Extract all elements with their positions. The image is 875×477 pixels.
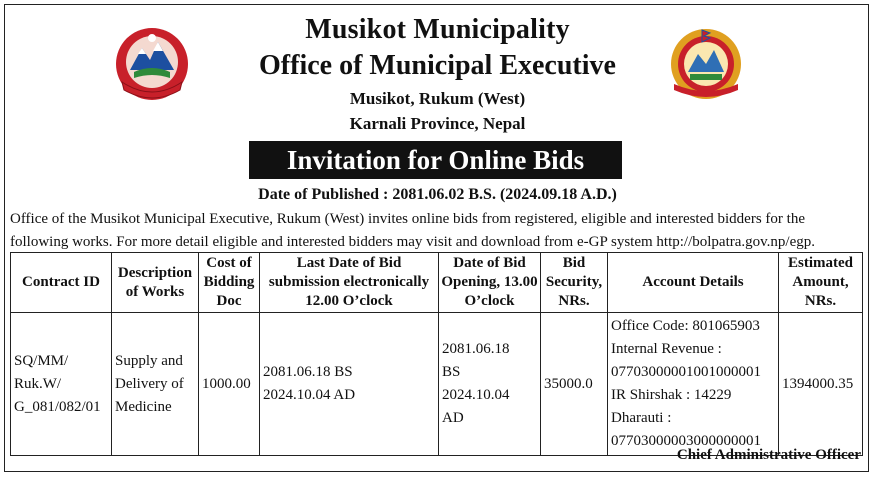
header-opening: Date of Bid Opening, 13.00 O’clock [439, 253, 541, 313]
table-row [11, 313, 863, 456]
office-name: Office of Municipal Executive [259, 50, 616, 81]
header-cost: Cost of Bidding Doc [199, 253, 260, 313]
header-account: Account Details [608, 253, 779, 313]
bids-table [10, 252, 863, 456]
published-date: Date of Published : 2081.06.02 B.S. (2024.09.18 A.D.) [258, 186, 617, 203]
cell-cost: 1000.00 [199, 313, 260, 456]
table-header-row [11, 253, 863, 313]
header-estimate: Estimated Amount, NRs. [779, 253, 863, 313]
header-description: Description of Works [112, 253, 199, 313]
cell-account: Office Code: 801065903 Internal Revenue : 07703000001001000001 IR Shirshak : 14229 Dharauti : 07703000003000000001 [608, 313, 779, 456]
header-contract-id: Contract ID [11, 253, 112, 313]
cell-contract-id: SQ/MM/ Ruk.W/ G_081/082/01 [11, 313, 112, 456]
cell-last-date: 2081.06.18 BS 2024.10.04 AD [260, 313, 439, 456]
cell-security: 35000.0 [541, 313, 608, 456]
notice-title-banner: Invitation for Online Bids [249, 141, 622, 179]
cell-description: Supply and Delivery of Medicine [112, 313, 199, 456]
cell-estimate: 1394000.35 [779, 313, 863, 456]
org-name: Musikot Municipality [305, 14, 570, 45]
header-security: Bid Security, NRs. [541, 253, 608, 313]
address-line-1: Musikot, Rukum (West) [349, 89, 526, 108]
cell-opening: 2081.06.18 BS 2024.10.04 AD [439, 313, 541, 456]
intro-line-1: Office of the Musikot Municipal Executive, Rukum (West) invites online bids from registered, eligible and interested bidders for the [10, 211, 805, 227]
intro-paragraph [10, 208, 866, 254]
header-last-date: Last Date of Bid submission electronically 12.00 O’clock [260, 253, 439, 313]
address-line-2: Karnali Province, Nepal [349, 114, 526, 133]
signatory: Chief Administrative Officer [676, 447, 861, 463]
intro-line-2: following works. For more detail eligible and interested bidders may visit and download from e-GP system http://bolpatra.gov.np/egp. [10, 234, 815, 250]
